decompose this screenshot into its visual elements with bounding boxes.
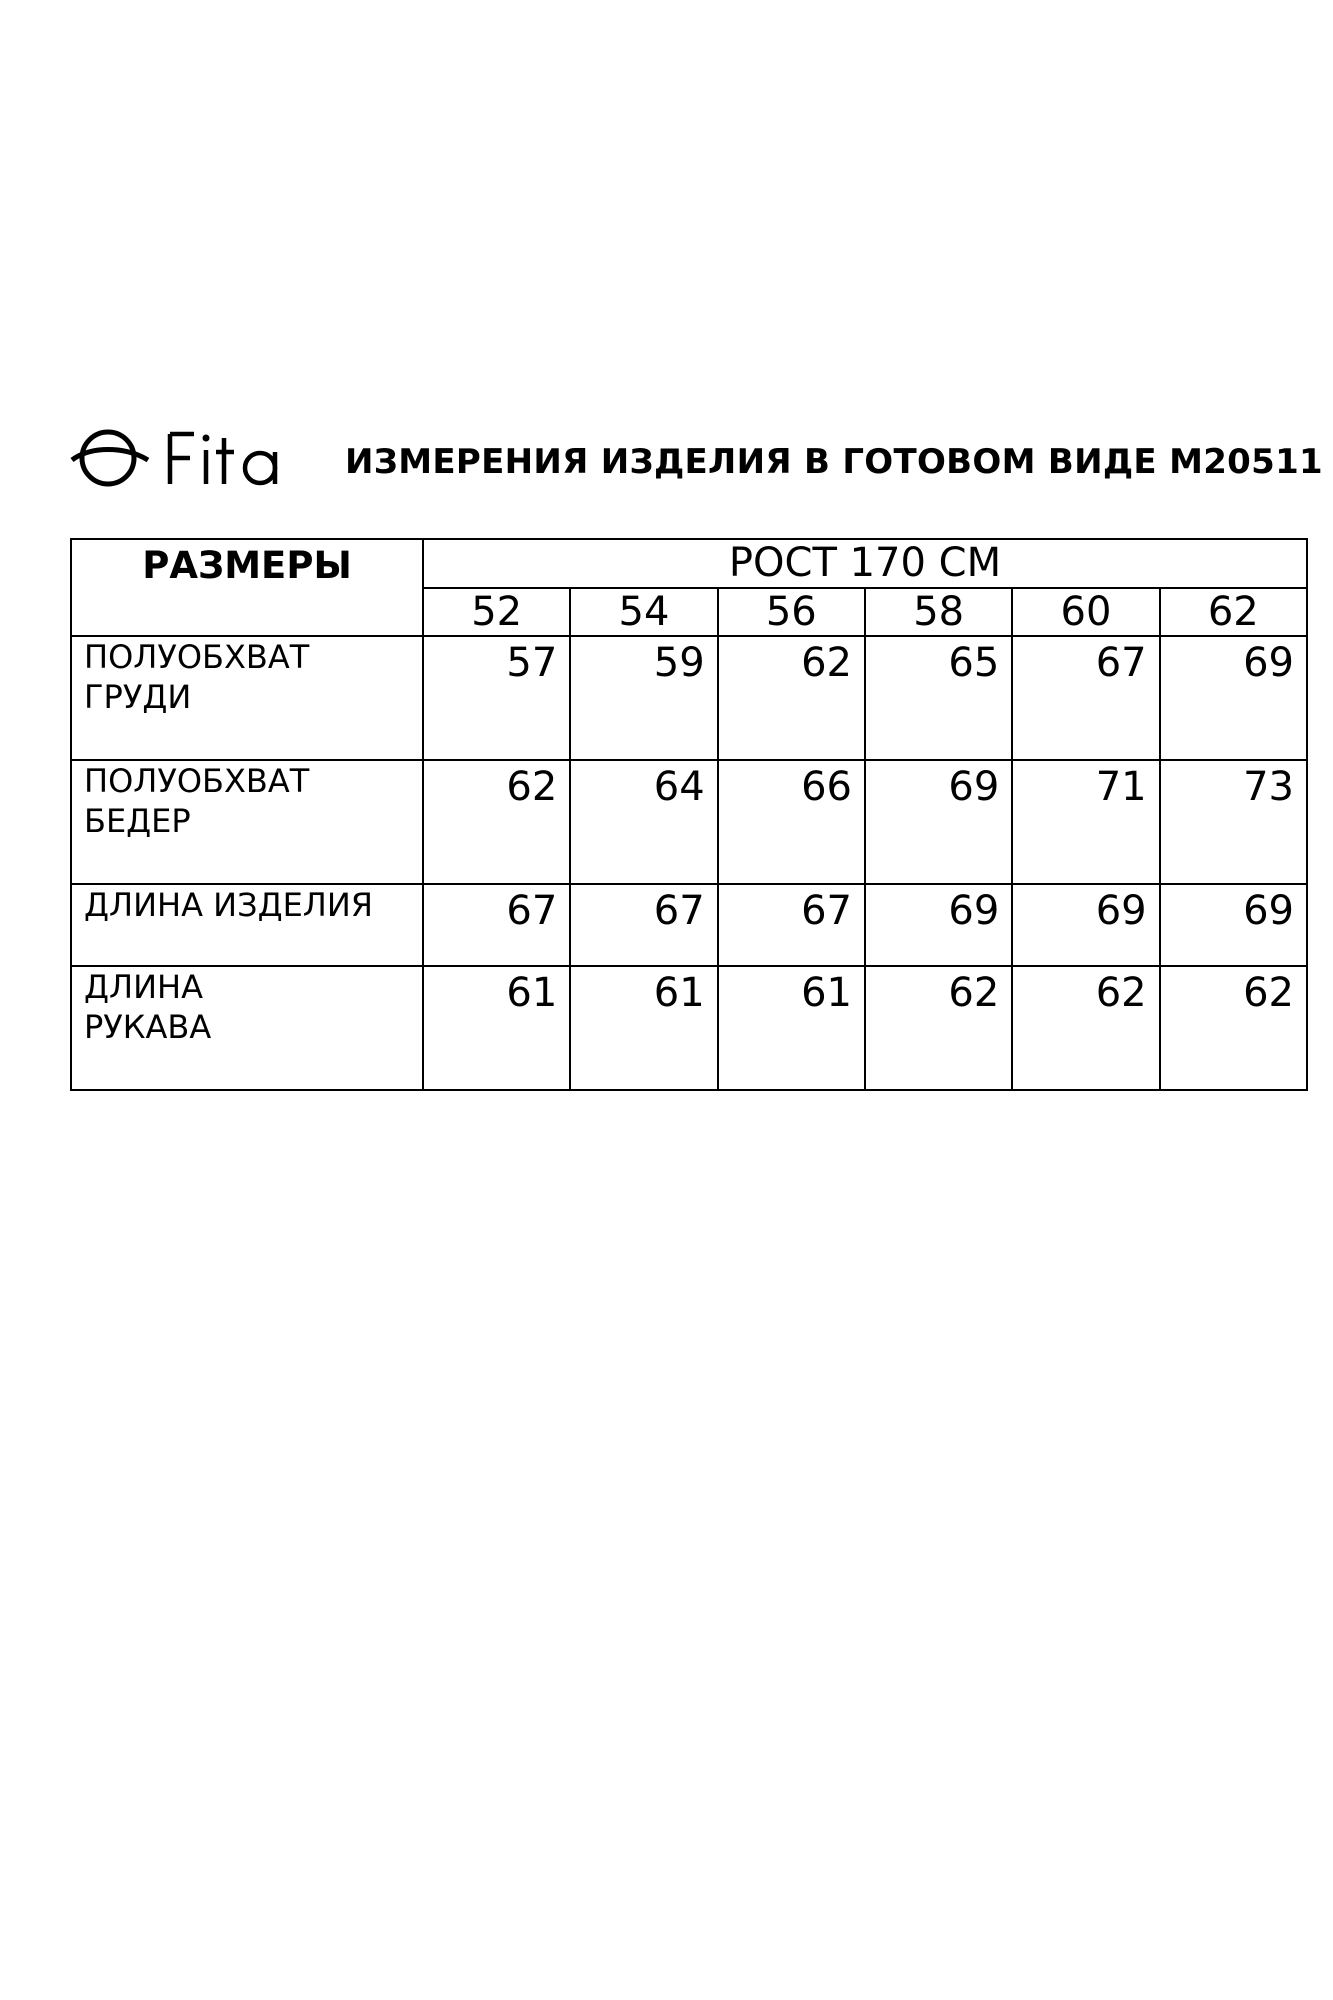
measure-value: 59 bbox=[570, 636, 717, 760]
measure-value: 61 bbox=[570, 966, 717, 1090]
table-row bbox=[71, 760, 1307, 884]
measure-value: 67 bbox=[718, 884, 865, 966]
size-value: 58 bbox=[865, 588, 1012, 636]
measure-value: 61 bbox=[423, 966, 570, 1090]
measure-label-line: ПОЛУОБХВАТ bbox=[84, 762, 310, 800]
measure-label-line: БЕДЕР bbox=[84, 802, 191, 840]
measure-value: 69 bbox=[1160, 884, 1307, 966]
measure-value: 69 bbox=[1012, 884, 1159, 966]
measure-label bbox=[71, 760, 423, 884]
measure-label bbox=[71, 966, 423, 1090]
size-value: 54 bbox=[570, 588, 717, 636]
measure-value: 67 bbox=[1012, 636, 1159, 760]
size-value: 60 bbox=[1012, 588, 1159, 636]
size-value: 56 bbox=[718, 588, 865, 636]
measure-value: 69 bbox=[1160, 636, 1307, 760]
measure-value: 61 bbox=[718, 966, 865, 1090]
measure-value: 57 bbox=[423, 636, 570, 760]
fita-logo-icon bbox=[70, 420, 300, 495]
measure-label-line: ПОЛУОБХВАТ bbox=[84, 638, 310, 676]
size-value: 52 bbox=[423, 588, 570, 636]
measure-value: 71 bbox=[1012, 760, 1159, 884]
measure-value: 67 bbox=[423, 884, 570, 966]
measure-value: 64 bbox=[570, 760, 717, 884]
measure-label-line: ДЛИНА bbox=[84, 968, 203, 1006]
measure-value: 62 bbox=[1012, 966, 1159, 1090]
size-chart-table bbox=[70, 538, 1308, 1091]
measure-label bbox=[71, 884, 423, 966]
measure-value: 69 bbox=[865, 760, 1012, 884]
sizes-header: РАЗМЕРЫ bbox=[71, 539, 423, 636]
table-header-row bbox=[71, 539, 1307, 588]
measure-value: 67 bbox=[570, 884, 717, 966]
size-value: 62 bbox=[1160, 588, 1307, 636]
brand-logo bbox=[70, 420, 300, 495]
measure-label-line: ГРУДИ bbox=[84, 678, 192, 716]
document-title: ИЗМЕРЕНИЯ ИЗДЕЛИЯ В ГОТОВОМ ВИДЕ М20511 bbox=[345, 442, 1324, 482]
document-header bbox=[70, 420, 1324, 495]
measure-value: 62 bbox=[1160, 966, 1307, 1090]
table-row bbox=[71, 884, 1307, 966]
measure-value: 62 bbox=[865, 966, 1012, 1090]
measure-value: 69 bbox=[865, 884, 1012, 966]
table-row bbox=[71, 636, 1307, 760]
measure-value: 65 bbox=[865, 636, 1012, 760]
height-header: РОСТ 170 СМ bbox=[423, 539, 1307, 588]
measure-label bbox=[71, 636, 423, 760]
measure-label-line: ДЛИНА ИЗДЕЛИЯ bbox=[84, 886, 374, 924]
measure-label-line: РУКАВА bbox=[84, 1008, 212, 1046]
measure-value: 62 bbox=[423, 760, 570, 884]
table-row bbox=[71, 966, 1307, 1090]
measure-value: 66 bbox=[718, 760, 865, 884]
measure-value: 62 bbox=[718, 636, 865, 760]
measure-value: 73 bbox=[1160, 760, 1307, 884]
